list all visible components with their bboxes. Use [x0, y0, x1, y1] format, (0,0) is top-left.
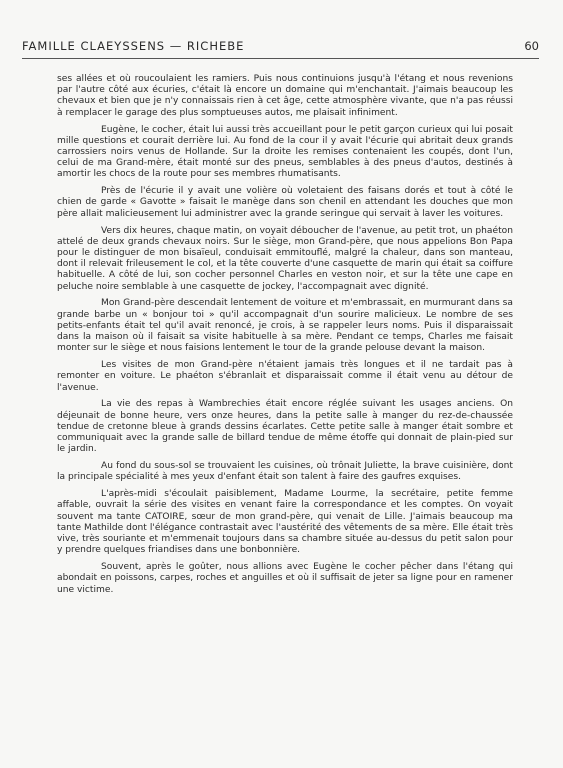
paragraph: ses allées et où roucoulaient les ramiers. Puis nous continuions jusqu'à l'étang et nous revenions par l'autre côté aux écuries, c'était là encore un domaine qui m'enchantait. J'aimais beaucoup les chevaux et bien que je n'y connaissais rien à cet âge, cette atmosphère vivante, que n'a pas réussi à remplacer le garage des plus somptueuses autos, me plaisait infiniment.	[57, 74, 513, 118]
body-text	[57, 74, 513, 601]
running-header	[22, 36, 539, 59]
paragraph: Mon Grand-père descendait lentement de voiture et m'embrassait, en murmurant dans sa grande barbe un « bonjour toi » qu'il accompagnait d'un sourire malicieux. Le nombre de ses petits-enfants était tel qu'il avait renoncé, je crois, à se rappeler leurs noms. Puis il disparaissait dans la maison où il faisait sa visite habituelle à sa mère. Pendant ce temps, Charles me faisait monter sur le siège et nous faisions lentement le tour de la grande pelouse devant la maison.	[57, 298, 513, 354]
paragraph: Vers dix heures, chaque matin, on voyait déboucher de l'avenue, au petit trot, un phaéton attelé de deux grands chevaux noirs. Sur le siège, mon Grand-père, que nous appelions Bon Papa pour le distinguer de mon bisaïeul, conduisait emmitouflé, malgré la chaleur, dans son manteau, dont il relevait frileusement le col, et la tête couverte d'une casquette de marin qui était sa coiffure habituelle. A côté de lui, son cocher personnel Charles en veston noir, et sur la tête une cape en peluche noire semblable à une casquette de jockey, l'accompagnait avec dignité.	[57, 225, 513, 292]
paragraph: Près de l'écurie il y avait une volière où voletaient des faisans dorés et tout à côté le chien de garde « Gavotte » faisait le manège dans son chenil en attendant les douches que mon père allait malicieusement lui administrer avec la grande seringue qui servait à laver les voitures.	[57, 186, 513, 219]
paragraph: Au fond du sous-sol se trouvaient les cuisines, où trônait Juliette, la brave cuisinière, dont la principale spécialité à mes yeux d'enfant était son talent à faire des gaufres exquises.	[57, 461, 513, 483]
paragraph: Les visites de mon Grand-père n'étaient jamais très longues et il ne tardait pas à remonter en voiture. Le phaéton s'ébranlait et disparaissait comme il était venu au détour de l'avenue.	[57, 360, 513, 393]
paragraph: La vie des repas à Wambrechies était encore réglée suivant les usages anciens. On déjeunait de bonne heure, vers onze heures, dans la petite salle à manger du rez-de-chaussée tendue de cretonne bleue à grands dessins écarlates. Cette petite salle à manger était sombre et communiquait avec la grande salle de billard tendue de même étoffe qui donnait de plain-pied sur le jardin.	[57, 399, 513, 455]
page-number: 60	[524, 39, 539, 53]
paragraph: Eugène, le cocher, était lui aussi très accueillant pour le petit garçon curieux qui lui posait mille questions et courait derrière lui. Au fond de la cour il y avait l'écurie qui abritait deux grands carrossiers noirs venus de Hollande. Sur la droite les remises contenaient les coupés, dont l'un, celui de ma Grand-mère, était monté sur des pneus, semblables à des pneus d'autos, destinés à amortir les chocs de la route pour ses membres rhumatisants.	[57, 124, 513, 180]
paragraph: Souvent, après le goûter, nous allions avec Eugène le cocher pêcher dans l'étang qui abondait en poissons, carpes, roches et anguilles et où il suffisait de jeter sa ligne pour en ramener une victime.	[57, 562, 513, 595]
paragraph: L'après-midi s'écoulait paisiblement, Madame Lourme, la secrétaire, petite femme affable, ouvrait la série des visites en venant faire la correspondance et les comptes. On voyait souvent ma tante CATOIRE, sœur de mon grand-père, qui venait de Lille. J'aimais beaucoup ma tante Mathilde dont l'élégance contrastait avec l'austérité des vêtements de sa mère. Elle était très vive, très souriante et m'emmenait toujours dans sa chambre située au-dessus du petit salon pour y prendre quelques friandises dans une bonbonnière.	[57, 489, 513, 556]
header-title: FAMILLE CLAEYSSENS — RICHEBE	[22, 39, 245, 53]
